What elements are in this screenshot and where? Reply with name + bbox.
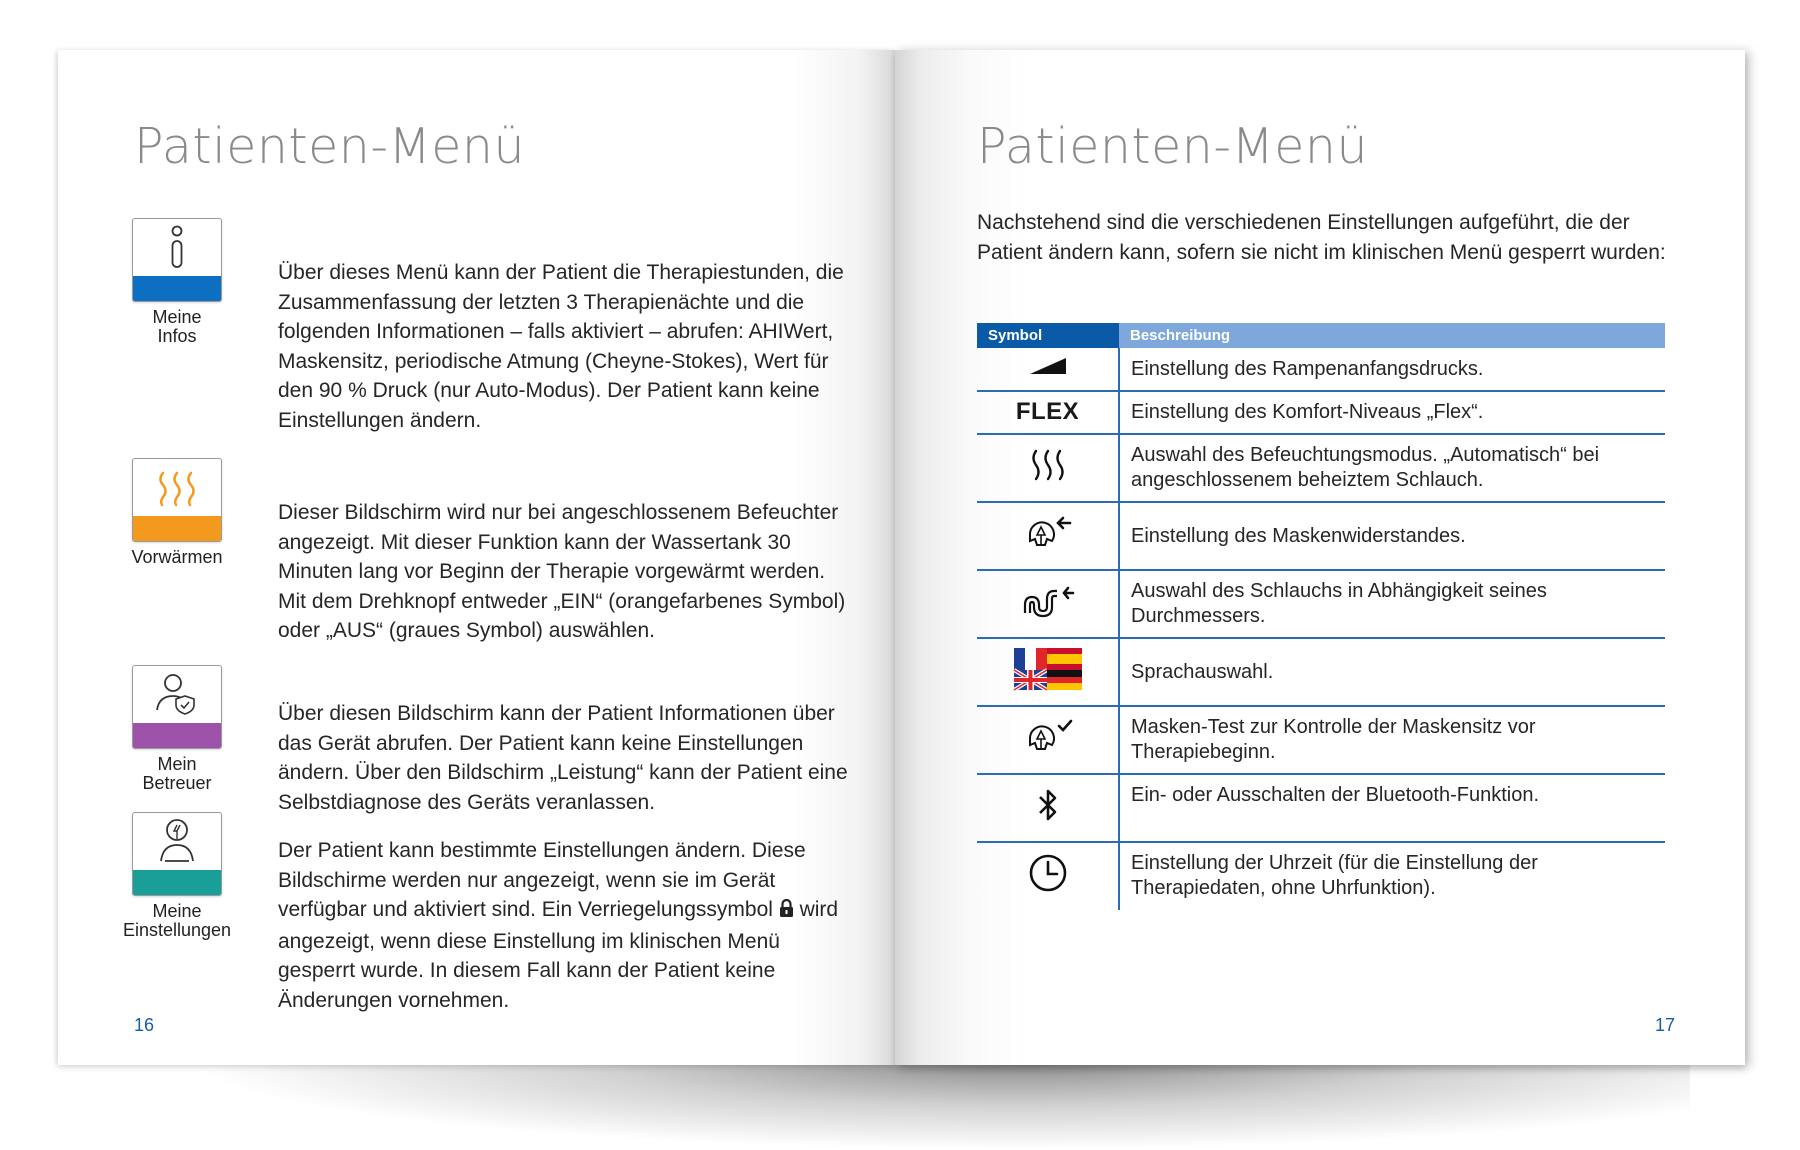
- right-page: [895, 50, 1745, 1065]
- header-symbol: Symbol: [977, 323, 1119, 348]
- lock-icon: [779, 897, 794, 927]
- row-description: Sprachauswahl.: [1119, 638, 1665, 706]
- page-title: Patienten-Menü: [977, 118, 1369, 175]
- flex-icon: FLEX: [977, 391, 1119, 434]
- table-header: [977, 323, 1665, 348]
- tube-icon: [977, 570, 1119, 638]
- menu-label: Mein Betreuer: [142, 754, 212, 793]
- menu-label: Vorwärmen: [131, 547, 223, 567]
- page-number: 16: [134, 1015, 155, 1035]
- header-description: Beschreibung: [1119, 323, 1665, 348]
- menu-label: Meine Infos: [152, 307, 202, 346]
- table-row: [977, 706, 1665, 774]
- row-description: Einstellung des Komfort-Niveaus „Flex“.: [1119, 391, 1665, 434]
- bluetooth-icon: [977, 774, 1119, 842]
- left-page: [58, 50, 895, 1065]
- color-bar: [133, 723, 221, 748]
- row-description: Einstellung des Maskenwiderstandes.: [1119, 502, 1665, 570]
- intro-text: Nachstehend sind die verschiedenen Einstellungen aufgeführt, die der Patient ändern kann, sofern sie nicht im klinischen Menü gesperrt wurden:: [977, 211, 1666, 264]
- table-row: [977, 348, 1665, 391]
- menu-description: Der Patient kann bestimmte Einstellungen ändern. Diese Bildschirme werden nur angezeigt, wenn sie im Gerät verfügbar und aktiviert sind. Ein Verriegelungssymbol wird angezeigt, wenn diese Einstellung im klinischen Menü gesperrt wurde. In diesem Fall kann der Patient keine Änderungen vornehmen.: [278, 839, 839, 1012]
- menu-label: Meine Einstellungen: [122, 901, 232, 940]
- row-description: Auswahl des Befeuchtungsmodus. „Automatisch“ bei angeschlossenem beheiztem Schlauch.: [1119, 434, 1665, 502]
- color-bar: [133, 516, 221, 541]
- menu-icon-col: [122, 218, 232, 346]
- mask-resistance-icon: [977, 502, 1119, 570]
- row-description: Auswahl des Schlauchs in Abhängigkeit seines Durchmessers.: [1119, 570, 1665, 638]
- page-number: 17: [1655, 1015, 1676, 1035]
- row-description: Ein- oder Ausschalten der Bluetooth-Funktion.: [1119, 774, 1665, 842]
- menu-icon-col: [122, 458, 232, 567]
- color-bar: [133, 870, 221, 895]
- settings-person-icon: [132, 812, 222, 896]
- table-row: [977, 502, 1665, 570]
- menu-description: Über diesen Bildschirm kann der Patient Informationen über das Gerät abrufen. Der Patient kann keine Einstellungen ändern. Über den Bildschirm „Leistung“ kann der Patient eine Selbstdiagnose des Geräts veranlassen.: [278, 702, 848, 814]
- mask-test-icon: [977, 706, 1119, 774]
- table-row: [977, 842, 1665, 910]
- row-description: Einstellung des Rampenanfangsdrucks.: [1119, 348, 1665, 391]
- heat-waves-icon: [132, 458, 222, 542]
- language-flags-icon: [977, 638, 1119, 706]
- menu-icon-col: [122, 665, 232, 793]
- row-description: Masken-Test zur Kontrolle der Maskensitz vor Therapiebeginn.: [1119, 706, 1665, 774]
- clock-icon: [977, 842, 1119, 910]
- color-bar: [133, 276, 221, 301]
- table-row: [977, 774, 1665, 842]
- humidifier-icon: [977, 434, 1119, 502]
- menu-description: Über dieses Menü kann der Patient die Therapiestunden, die Zusammenfassung der letzten 3 Therapienächte und die folgenden Informationen – falls aktiviert – abrufen: AHIWert, Maskensitz, periodische Atmung (Cheyne-Stokes), Wert für den 90 % Druck (nur Auto-Modus). Der Patient kann keine Einstellungen ändern.: [278, 261, 844, 432]
- table-row: [977, 391, 1665, 434]
- menu-icon-col: [122, 812, 232, 940]
- info-icon: [132, 218, 222, 302]
- table-row: [977, 638, 1665, 706]
- table-row: [977, 570, 1665, 638]
- table-row: [977, 434, 1665, 502]
- row-description: Einstellung der Uhrzeit (für die Einstellung der Therapiedaten, ohne Uhrfunktion).: [1131, 852, 1538, 899]
- page-title: Patienten-Menü: [134, 118, 526, 175]
- menu-description: Dieser Bildschirm wird nur bei angeschlossenem Befeuchter angezeigt. Mit dieser Funktion kann der Wassertank 30 Minuten lang vor Beginn der Therapie vorgewärmt werden. Mit dem Drehknopf entweder „EIN“ (orangefarbenes Symbol) oder „AUS“ (graues Symbol) auswählen.: [278, 501, 846, 642]
- ramp-icon: [977, 348, 1119, 391]
- symbol-table: [977, 323, 1665, 910]
- provider-icon: [132, 665, 222, 749]
